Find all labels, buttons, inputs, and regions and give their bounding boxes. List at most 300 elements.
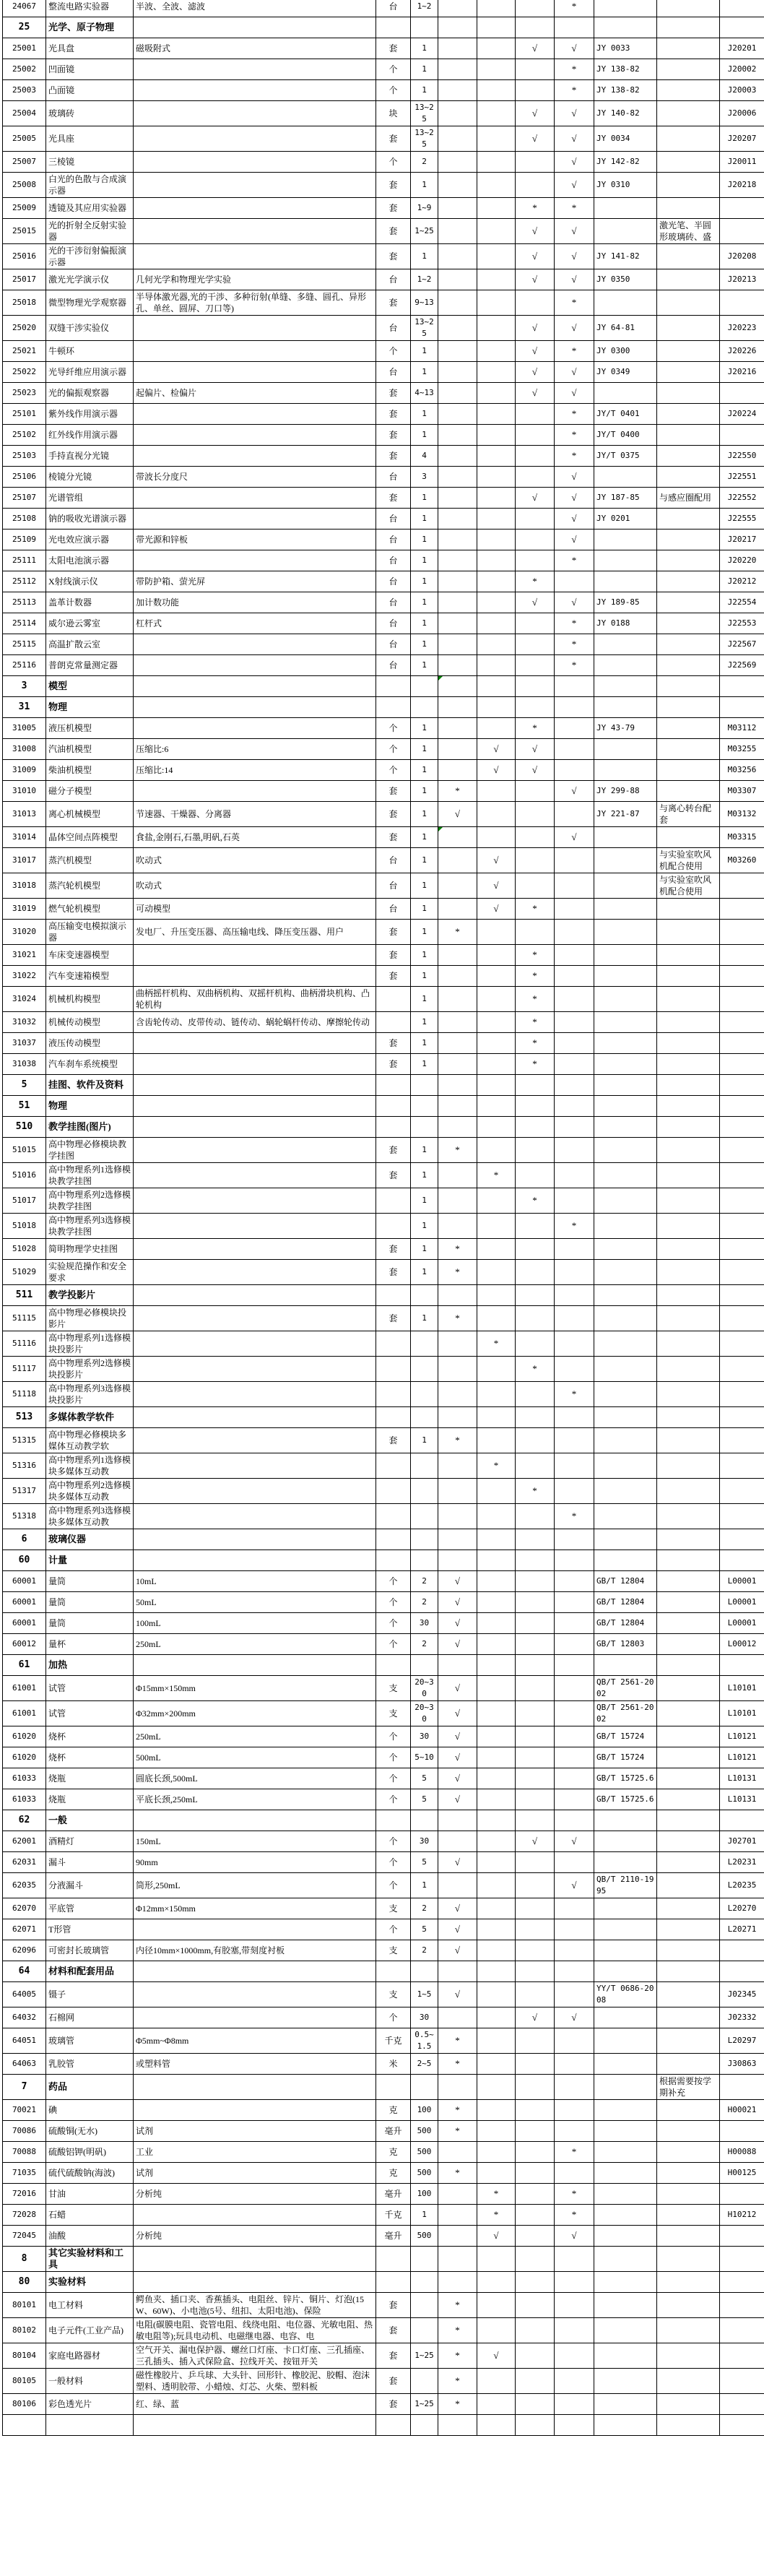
item-code-cell[interactable]: 25008 [3,173,46,198]
old-code-cell[interactable]: J20207 [720,126,764,152]
old-code-cell[interactable] [720,676,764,697]
mark-cell-4[interactable]: √ [555,101,594,126]
mark-cell-3[interactable] [516,1382,555,1407]
old-code-cell[interactable]: L00001 [720,1592,764,1613]
quantity-cell[interactable] [411,1810,438,1831]
old-code-cell[interactable] [720,1075,764,1096]
old-code-cell[interactable]: L20231 [720,1852,764,1873]
item-spec-cell[interactable] [134,1260,376,1285]
quantity-cell[interactable]: 1 [411,848,438,873]
mark-cell-1[interactable] [438,2415,477,2436]
mark-cell-1[interactable]: √ [438,1940,477,1961]
mark-cell-4[interactable] [555,1428,594,1453]
standard-code-cell[interactable] [594,760,657,781]
item-name-cell[interactable]: 酒精灯 [46,1831,134,1852]
item-code-cell[interactable]: 72016 [3,2184,46,2205]
item-code-cell[interactable]: 25113 [3,592,46,613]
mark-cell-4[interactable]: √ [555,126,594,152]
unit-cell[interactable]: 套 [376,781,411,802]
old-code-cell[interactable] [720,1331,764,1357]
item-name-cell[interactable]: 棱镜分光镜 [46,467,134,488]
old-code-cell[interactable] [720,1163,764,1188]
mark-cell-2[interactable] [477,316,516,341]
quantity-cell[interactable]: 5 [411,1919,438,1940]
remark-cell[interactable] [657,1260,720,1285]
remark-cell[interactable] [657,2293,720,2318]
standard-code-cell[interactable] [594,1940,657,1961]
mark-cell-4[interactable]: √ [555,152,594,173]
old-code-cell[interactable]: J22551 [720,467,764,488]
remark-cell[interactable]: 与感应圈配用 [657,488,720,509]
remark-cell[interactable] [657,966,720,987]
mark-cell-2[interactable] [477,1747,516,1768]
unit-cell[interactable]: 套 [376,38,411,59]
remark-cell[interactable] [657,697,720,718]
standard-code-cell[interactable] [594,1054,657,1075]
old-code-cell[interactable] [720,2272,764,2293]
remark-cell[interactable] [657,1592,720,1613]
item-code-cell[interactable]: 61 [3,1655,46,1676]
mark-cell-3[interactable] [516,1550,555,1571]
mark-cell-2[interactable] [477,634,516,655]
mark-cell-3[interactable] [516,17,555,38]
remark-cell[interactable] [657,316,720,341]
item-name-cell[interactable]: 家庭电路器材 [46,2343,134,2369]
mark-cell-1[interactable]: √ [438,1768,477,1789]
item-code-cell[interactable]: 5 [3,1075,46,1096]
item-code-cell[interactable]: 80102 [3,2318,46,2343]
remark-cell[interactable] [657,1852,720,1873]
item-name-cell[interactable]: 分液漏斗 [46,1873,134,1898]
mark-cell-1[interactable] [438,1831,477,1852]
remark-cell[interactable] [657,1613,720,1634]
item-spec-cell[interactable] [134,2272,376,2293]
quantity-cell[interactable]: 9~13 [411,290,438,316]
mark-cell-4[interactable]: * [555,2184,594,2205]
mark-cell-1[interactable] [438,59,477,80]
item-code-cell[interactable]: 70088 [3,2142,46,2163]
standard-code-cell[interactable] [594,739,657,760]
item-name-cell[interactable]: 量杯 [46,1634,134,1655]
item-name-cell[interactable]: 凹面镜 [46,59,134,80]
mark-cell-2[interactable] [477,59,516,80]
mark-cell-1[interactable] [438,126,477,152]
mark-cell-4[interactable] [555,1033,594,1054]
remark-cell[interactable] [657,2343,720,2369]
mark-cell-2[interactable] [477,1479,516,1504]
mark-cell-4[interactable] [555,2415,594,2436]
mark-cell-3[interactable] [516,1138,555,1163]
item-spec-cell[interactable]: Φ5mm~Φ8mm [134,2028,376,2054]
mark-cell-1[interactable]: * [438,920,477,945]
old-code-cell[interactable]: M03307 [720,781,764,802]
mark-cell-3[interactable] [516,80,555,101]
unit-cell[interactable]: 台 [376,873,411,899]
mark-cell-2[interactable] [477,945,516,966]
item-code-cell[interactable]: 31017 [3,848,46,873]
mark-cell-2[interactable] [477,1831,516,1852]
item-code-cell[interactable]: 25109 [3,530,46,550]
item-name-cell[interactable]: 高中物理系列1选修模块投影片 [46,1331,134,1357]
quantity-cell[interactable]: 20~30 [411,1701,438,1726]
mark-cell-4[interactable] [555,1961,594,1982]
old-code-cell[interactable] [720,1810,764,1831]
remark-cell[interactable] [657,1961,720,1982]
mark-cell-3[interactable] [516,2293,555,2318]
mark-cell-2[interactable] [477,2100,516,2121]
item-name-cell[interactable]: 整流电路实验器 [46,0,134,17]
mark-cell-3[interactable]: * [516,1033,555,1054]
quantity-cell[interactable]: 1 [411,760,438,781]
old-code-cell[interactable] [720,1033,764,1054]
mark-cell-3[interactable] [516,0,555,17]
standard-code-cell[interactable] [594,2007,657,2028]
item-code-cell[interactable]: 31005 [3,718,46,739]
item-code-cell[interactable]: 80101 [3,2293,46,2318]
item-name-cell[interactable]: 普朗克常量测定器 [46,655,134,676]
old-code-cell[interactable]: J22554 [720,592,764,613]
mark-cell-2[interactable] [477,404,516,425]
mark-cell-1[interactable] [438,17,477,38]
mark-cell-1[interactable]: * [438,2054,477,2075]
mark-cell-2[interactable] [477,290,516,316]
item-spec-cell[interactable]: 几何光学和物理光学实验 [134,269,376,290]
quantity-cell[interactable]: 4~13 [411,383,438,404]
standard-code-cell[interactable]: JY 0300 [594,341,657,362]
mark-cell-1[interactable] [438,0,477,17]
mark-cell-2[interactable] [477,1529,516,1550]
quantity-cell[interactable]: 2 [411,1940,438,1961]
mark-cell-1[interactable] [438,290,477,316]
mark-cell-1[interactable] [438,571,477,592]
item-spec-cell[interactable] [134,945,376,966]
mark-cell-1[interactable] [438,1479,477,1504]
mark-cell-3[interactable] [516,655,555,676]
unit-cell[interactable]: 套 [376,244,411,269]
standard-code-cell[interactable]: YY/T 0686-2008 [594,1982,657,2007]
remark-cell[interactable] [657,446,720,467]
unit-cell[interactable] [376,987,411,1012]
item-spec-cell[interactable] [134,101,376,126]
quantity-cell[interactable]: 2 [411,1571,438,1592]
unit-cell[interactable]: 个 [376,2007,411,2028]
quantity-cell[interactable]: 100 [411,2100,438,2121]
item-name-cell[interactable]: 高压输变电模拟演示器 [46,920,134,945]
mark-cell-1[interactable]: * [438,2343,477,2369]
old-code-cell[interactable] [720,1285,764,1306]
mark-cell-4[interactable] [555,2054,594,2075]
item-name-cell[interactable]: 高中物理系列1选修模块教学挂图 [46,1163,134,1188]
item-name-cell[interactable]: 激光光学演示仪 [46,269,134,290]
mark-cell-1[interactable]: √ [438,1571,477,1592]
unit-cell[interactable] [376,1096,411,1117]
item-spec-cell[interactable]: 平底长颈,250mL [134,1789,376,1810]
item-name-cell[interactable]: 石棉网 [46,2007,134,2028]
mark-cell-2[interactable] [477,2054,516,2075]
mark-cell-1[interactable] [438,697,477,718]
item-name-cell[interactable]: 玻璃砖 [46,101,134,126]
item-name-cell[interactable]: 晶体空间点阵模型 [46,827,134,848]
item-spec-cell[interactable]: 磁吸附式 [134,38,376,59]
standard-code-cell[interactable] [594,655,657,676]
standard-code-cell[interactable]: JY 0201 [594,509,657,530]
standard-code-cell[interactable] [594,2226,657,2247]
remark-cell[interactable] [657,1188,720,1214]
mark-cell-1[interactable] [438,1810,477,1831]
mark-cell-3[interactable] [516,530,555,550]
mark-cell-3[interactable] [516,2142,555,2163]
mark-cell-4[interactable] [555,1676,594,1701]
item-name-cell[interactable]: 材料和配套用品 [46,1961,134,1982]
mark-cell-3[interactable] [516,1747,555,1768]
remark-cell[interactable] [657,2142,720,2163]
mark-cell-3[interactable]: √ [516,592,555,613]
mark-cell-4[interactable] [555,2318,594,2343]
quantity-cell[interactable]: 2~5 [411,2054,438,2075]
item-name-cell[interactable]: 光具盘 [46,38,134,59]
unit-cell[interactable]: 套 [376,1239,411,1260]
remark-cell[interactable] [657,2163,720,2184]
item-code-cell[interactable]: 62031 [3,1852,46,1873]
unit-cell[interactable]: 个 [376,1634,411,1655]
mark-cell-4[interactable] [555,2121,594,2142]
remark-cell[interactable] [657,1453,720,1479]
unit-cell[interactable]: 套 [376,383,411,404]
standard-code-cell[interactable]: JY 189-85 [594,592,657,613]
item-spec-cell[interactable] [134,1163,376,1188]
mark-cell-2[interactable] [477,1428,516,1453]
mark-cell-2[interactable]: √ [477,2226,516,2247]
mark-cell-3[interactable]: * [516,1054,555,1075]
mark-cell-3[interactable] [516,1726,555,1747]
mark-cell-2[interactable] [477,1285,516,1306]
mark-cell-1[interactable]: √ [438,1676,477,1701]
quantity-cell[interactable]: 1 [411,550,438,571]
item-code-cell[interactable]: 51315 [3,1428,46,1453]
item-code-cell[interactable]: 72028 [3,2205,46,2226]
mark-cell-4[interactable]: * [555,80,594,101]
remark-cell[interactable] [657,676,720,697]
mark-cell-4[interactable] [555,1701,594,1726]
unit-cell[interactable]: 套 [376,198,411,219]
unit-cell[interactable]: 块 [376,101,411,126]
mark-cell-3[interactable] [516,2205,555,2226]
item-name-cell[interactable]: 车床变速器模型 [46,945,134,966]
old-code-cell[interactable]: L00001 [720,1571,764,1592]
unit-cell[interactable]: 克 [376,2100,411,2121]
unit-cell[interactable]: 台 [376,899,411,920]
mark-cell-2[interactable] [477,1012,516,1033]
mark-cell-3[interactable] [516,1529,555,1550]
item-spec-cell[interactable]: 压缩比:14 [134,760,376,781]
item-spec-cell[interactable]: 发电厂、升压变压器、高压输电线、降压变压器、用户 [134,920,376,945]
item-spec-cell[interactable] [134,781,376,802]
quantity-cell[interactable]: 1 [411,781,438,802]
item-spec-cell[interactable]: 磁性橡胶片、乒乓球、大头针、回形针、橡胶泥、胶帽、泡沫塑料、透明胶带、小蜡烛、灯芯、火柴、塑料板 [134,2369,376,2394]
standard-code-cell[interactable] [594,1188,657,1214]
quantity-cell[interactable]: 500 [411,2163,438,2184]
mark-cell-4[interactable] [555,1592,594,1613]
remark-cell[interactable] [657,1550,720,1571]
mark-cell-1[interactable] [438,488,477,509]
standard-code-cell[interactable]: JY 138-82 [594,80,657,101]
old-code-cell[interactable] [720,920,764,945]
old-code-cell[interactable]: J20217 [720,530,764,550]
old-code-cell[interactable] [720,1357,764,1382]
item-name-cell[interactable]: 磁分子模型 [46,781,134,802]
unit-cell[interactable]: 个 [376,1789,411,1810]
mark-cell-1[interactable] [438,316,477,341]
quantity-cell[interactable]: 1 [411,1214,438,1239]
mark-cell-2[interactable] [477,173,516,198]
item-code-cell[interactable]: 25112 [3,571,46,592]
old-code-cell[interactable] [720,198,764,219]
remark-cell[interactable] [657,152,720,173]
old-code-cell[interactable]: J22555 [720,509,764,530]
item-spec-cell[interactable] [134,1117,376,1138]
mark-cell-3[interactable]: √ [516,269,555,290]
mark-cell-1[interactable]: * [438,2394,477,2415]
mark-cell-4[interactable] [555,1260,594,1285]
mark-cell-4[interactable] [555,1940,594,1961]
standard-code-cell[interactable] [594,2318,657,2343]
quantity-cell[interactable] [411,17,438,38]
item-spec-cell[interactable]: 起偏片、检偏片 [134,383,376,404]
item-name-cell[interactable]: 凸面镜 [46,80,134,101]
item-name-cell[interactable]: 高温扩散云室 [46,634,134,655]
remark-cell[interactable] [657,1033,720,1054]
remark-cell[interactable] [657,1571,720,1592]
quantity-cell[interactable]: 100 [411,2184,438,2205]
quantity-cell[interactable] [411,1961,438,1982]
item-name-cell[interactable]: 一般材料 [46,2369,134,2394]
mark-cell-4[interactable] [555,1789,594,1810]
item-name-cell[interactable]: 挂图、软件及资料 [46,1075,134,1096]
standard-code-cell[interactable]: JY/T 0375 [594,446,657,467]
mark-cell-4[interactable]: √ [555,219,594,244]
remark-cell[interactable] [657,1747,720,1768]
mark-cell-1[interactable] [438,848,477,873]
old-code-cell[interactable] [720,697,764,718]
unit-cell[interactable] [376,697,411,718]
mark-cell-4[interactable] [555,676,594,697]
item-code-cell[interactable]: 64005 [3,1982,46,2007]
old-code-cell[interactable] [720,1428,764,1453]
remark-cell[interactable] [657,1940,720,1961]
old-code-cell[interactable] [720,1138,764,1163]
unit-cell[interactable]: 台 [376,509,411,530]
item-code-cell[interactable]: 25106 [3,467,46,488]
remark-cell[interactable] [657,2226,720,2247]
old-code-cell[interactable]: M03260 [720,848,764,873]
unit-cell[interactable]: 千克 [376,2205,411,2226]
mark-cell-1[interactable] [438,1012,477,1033]
item-code-cell[interactable]: 31009 [3,760,46,781]
unit-cell[interactable]: 毫升 [376,2184,411,2205]
item-name-cell[interactable]: 平底管 [46,1898,134,1919]
mark-cell-2[interactable] [477,244,516,269]
remark-cell[interactable] [657,571,720,592]
old-code-cell[interactable] [720,1453,764,1479]
standard-code-cell[interactable]: JY 142-82 [594,152,657,173]
unit-cell[interactable]: 支 [376,1982,411,2007]
item-name-cell[interactable]: 威尔逊云雾室 [46,613,134,634]
standard-code-cell[interactable] [594,920,657,945]
item-spec-cell[interactable] [134,1306,376,1331]
item-name-cell[interactable]: 蒸汽机模型 [46,848,134,873]
mark-cell-4[interactable] [555,1096,594,1117]
item-spec-cell[interactable] [134,1428,376,1453]
item-spec-cell[interactable]: 250mL [134,1634,376,1655]
item-name-cell[interactable]: 牛顿环 [46,341,134,362]
mark-cell-1[interactable] [438,2247,477,2272]
quantity-cell[interactable] [411,1357,438,1382]
mark-cell-4[interactable]: √ [555,244,594,269]
mark-cell-3[interactable] [516,613,555,634]
item-name-cell[interactable]: 试管 [46,1676,134,1701]
mark-cell-1[interactable] [438,2142,477,2163]
item-code-cell[interactable]: 51116 [3,1331,46,1357]
unit-cell[interactable]: 套 [376,1033,411,1054]
mark-cell-2[interactable] [477,1054,516,1075]
standard-code-cell[interactable] [594,848,657,873]
item-name-cell[interactable]: 白光的色散与合成演示器 [46,173,134,198]
mark-cell-1[interactable] [438,613,477,634]
quantity-cell[interactable] [411,1117,438,1138]
standard-code-cell[interactable] [594,966,657,987]
mark-cell-4[interactable] [555,2163,594,2184]
mark-cell-3[interactable] [516,2226,555,2247]
standard-code-cell[interactable] [594,1163,657,1188]
old-code-cell[interactable] [720,2318,764,2343]
standard-code-cell[interactable]: QB/T 2561-2002 [594,1701,657,1726]
mark-cell-1[interactable] [438,1117,477,1138]
mark-cell-1[interactable] [438,2272,477,2293]
standard-code-cell[interactable] [594,198,657,219]
standard-code-cell[interactable]: JY/T 0400 [594,425,657,446]
unit-cell[interactable] [376,1453,411,1479]
remark-cell[interactable] [657,2054,720,2075]
item-name-cell[interactable]: 硫代硫酸钠(海波) [46,2163,134,2184]
mark-cell-2[interactable] [477,613,516,634]
standard-code-cell[interactable] [594,1306,657,1331]
mark-cell-1[interactable] [438,1188,477,1214]
item-code-cell[interactable] [3,2415,46,2436]
remark-cell[interactable] [657,2394,720,2415]
mark-cell-4[interactable] [555,1768,594,1789]
item-name-cell[interactable]: 量筒 [46,1592,134,1613]
quantity-cell[interactable]: 30 [411,2007,438,2028]
old-code-cell[interactable] [720,219,764,244]
mark-cell-2[interactable]: * [477,2205,516,2226]
mark-cell-3[interactable]: * [516,1479,555,1504]
mark-cell-4[interactable]: √ [555,2007,594,2028]
old-code-cell[interactable]: J20011 [720,152,764,173]
item-name-cell[interactable]: 彩色透光片 [46,2394,134,2415]
mark-cell-3[interactable] [516,2100,555,2121]
old-code-cell[interactable]: J20002 [720,59,764,80]
mark-cell-2[interactable] [477,488,516,509]
mark-cell-3[interactable] [516,634,555,655]
mark-cell-3[interactable]: √ [516,362,555,383]
item-spec-cell[interactable] [134,1453,376,1479]
item-code-cell[interactable]: 25004 [3,101,46,126]
mark-cell-2[interactable]: √ [477,848,516,873]
quantity-cell[interactable]: 1 [411,173,438,198]
unit-cell[interactable]: 克 [376,2163,411,2184]
mark-cell-3[interactable]: √ [516,38,555,59]
old-code-cell[interactable] [720,2226,764,2247]
